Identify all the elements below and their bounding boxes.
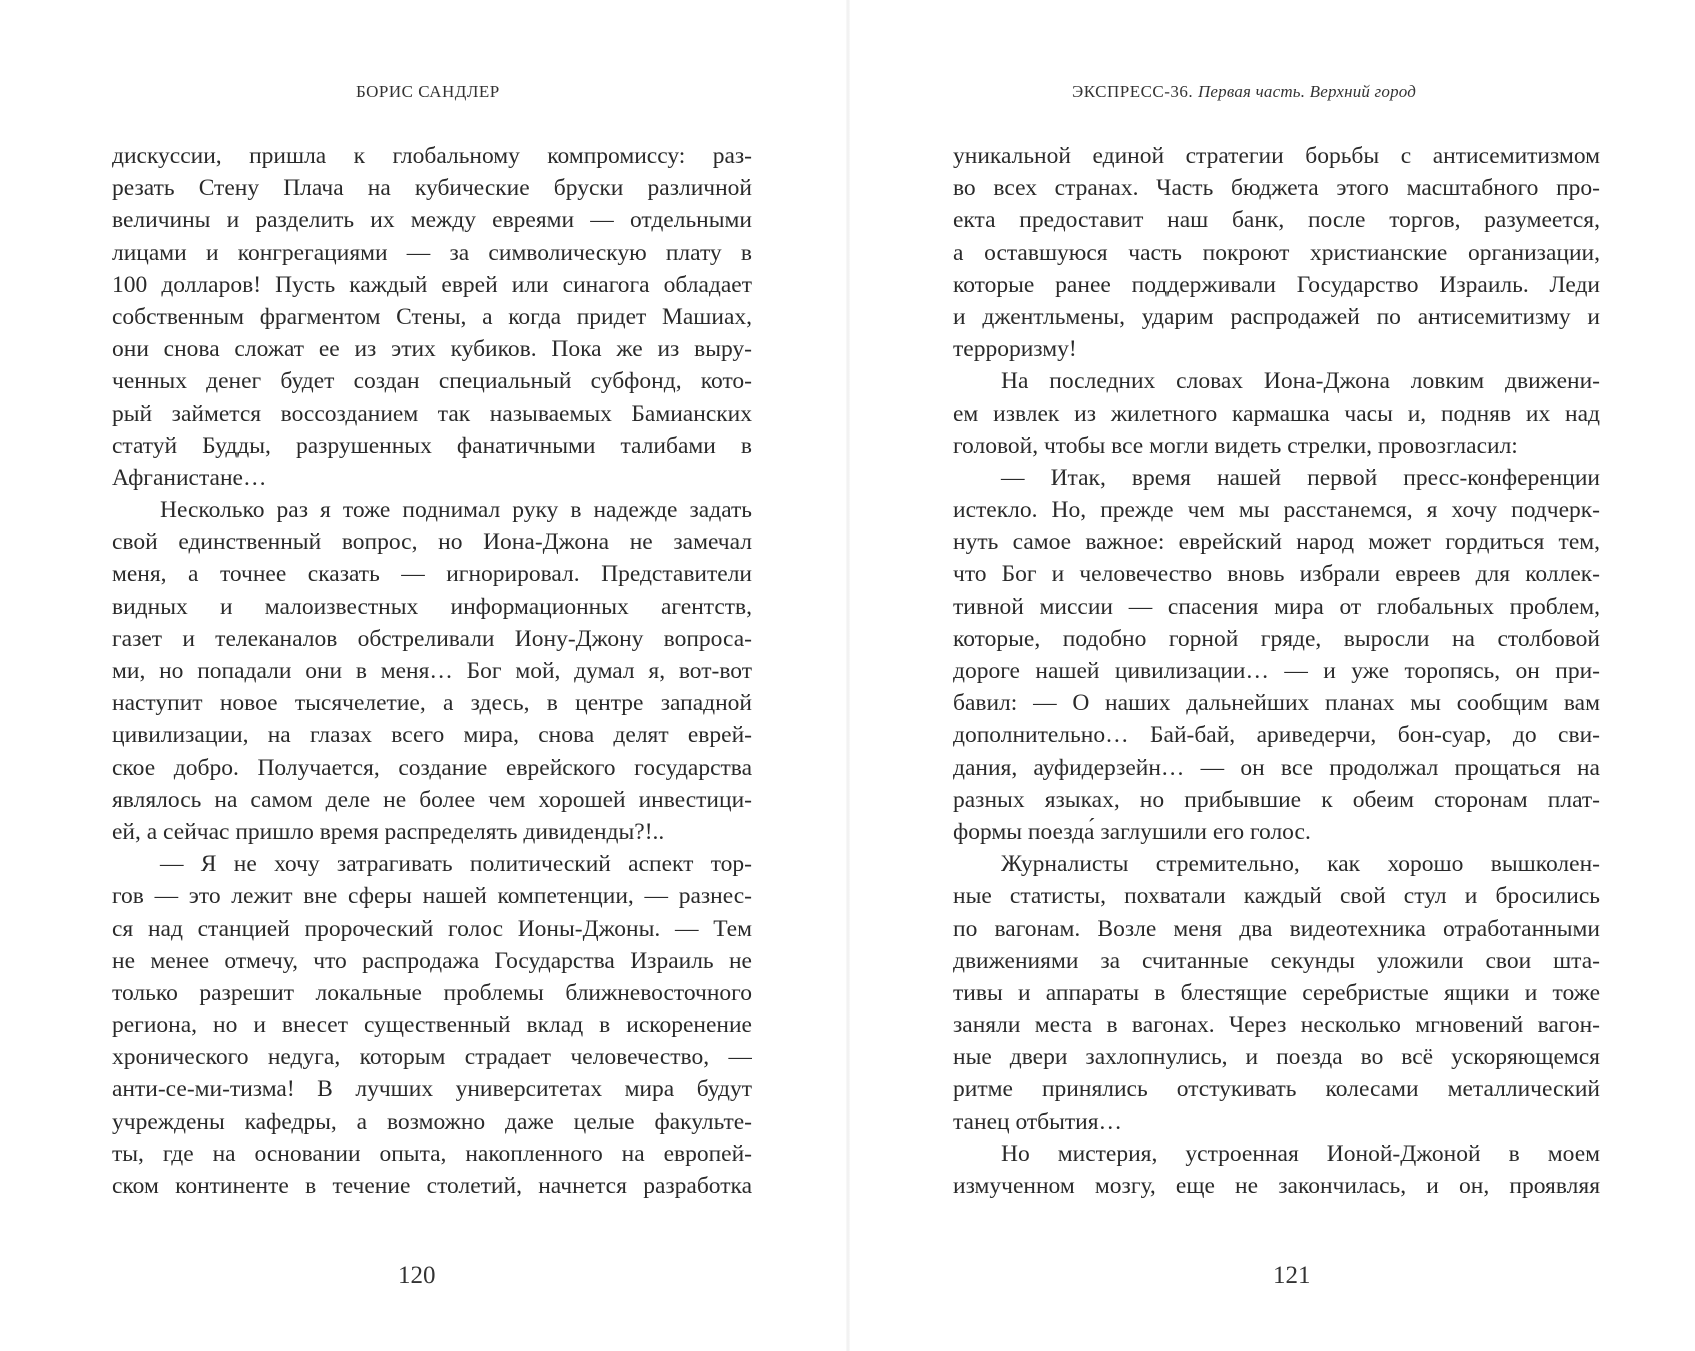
running-head-section: Первая часть. Верхний город	[1197, 82, 1417, 101]
text-line: тивы и аппараты в блестящие серебристые ящики и тоже	[953, 979, 1600, 1006]
text-line: екта предоставит наш банк, после торгов, разумеется,	[953, 207, 1600, 234]
text-line: Афганистане…	[112, 464, 267, 491]
text-line: ритме принялись отстукивать колесами металлический	[953, 1076, 1600, 1103]
text-line: региона, но и внесет существенный вклад в искоренение	[112, 1012, 752, 1039]
text-line: нуть самое важное: еврейский народ может гордиться тем,	[953, 529, 1600, 556]
text-line: ченных денег будет создан специальный субфонд, кото-	[112, 368, 752, 395]
text-line: только разрешит локальные проблемы ближневосточного	[112, 979, 752, 1006]
text-line: формы поезда́ заглушили его голос.	[953, 818, 1311, 845]
right-page	[848, 0, 1695, 1351]
text-line: ся над станцией пророческий голос Ионы-Джоны. — Тем	[112, 915, 752, 942]
running-head-left: БОРИС САНДЛЕР	[356, 82, 500, 101]
text-line: свой единственный вопрос, но Иона-Джона не замечал	[112, 529, 752, 556]
text-line: измученном мозгу, еще не закончилась, и он, проявляя	[953, 1173, 1600, 1199]
text-line: анти-се-ми-тизма! В лучших университетах мира будут	[112, 1076, 752, 1103]
text-line: дания, ауфидерзейн… — он все продолжал прощаться на	[953, 754, 1600, 781]
text-line: величины и разделить их между евреями — отдельными	[112, 207, 752, 234]
left-page-body	[112, 140, 752, 1202]
text-line: разных языках, но прибывшие к обеим сторонам плат-	[953, 786, 1600, 813]
text-line: терроризму!	[953, 336, 1077, 363]
text-line: ные статисты, похватали каждый свой стул и бросились	[953, 883, 1600, 910]
text-line: являлось на самом деле не более чем хорошей инвестици-	[112, 786, 752, 813]
text-line: дополнительно… Бай-бай, ариведерчи, бон-суар, до сви-	[953, 722, 1600, 749]
text-line: истекло. Но, прежде чем мы расстанемся, я хочу подчерк-	[953, 497, 1600, 524]
text-line: учреждены кафедры, а возможно даже целые факульте-	[112, 1108, 752, 1135]
text-line: ском континенте в течение столетий, начнется разработка	[112, 1173, 752, 1199]
text-line: тивной миссии — спасения мира от глобальных проблем,	[953, 593, 1600, 620]
text-line: ные двери захлопнулись, и поезда во всё ускоряющемся	[953, 1044, 1600, 1071]
text-line: 100 долларов! Пусть каждый еврей или синагога обладает	[112, 271, 752, 298]
text-line: и джентльмены, ударим распродажей по антисемитизму и	[953, 303, 1600, 330]
text-line: Несколько раз я тоже поднимал руку в надежде задать	[160, 497, 752, 524]
page-number-left: 120	[398, 1262, 436, 1289]
text-line: дискуссии, пришла к глобальному компромиссу: раз-	[112, 143, 752, 169]
text-line: по вагонам. Возле меня два видеотехника отработанными	[953, 915, 1600, 942]
text-line: бавил: — О наших дальнейших планах мы сообщим вам	[953, 690, 1600, 717]
text-line: Но мистерия, устроенная Ионой-Джоной в моем	[1001, 1140, 1600, 1167]
text-line: уникальной единой стратегии борьбы с антисемитизмом	[953, 143, 1600, 169]
text-line: гов — это лежит вне сферы нашей компетенции, — разнес-	[112, 883, 752, 910]
text-line: ми, но попадали они в меня… Бог мой, думал я, вот-вот	[112, 658, 752, 684]
running-head-title: ЭКСПРЕСС-36.	[1072, 82, 1198, 101]
text-line: заняли места в вагонах. Через несколько мгновений вагон-	[953, 1012, 1600, 1039]
page-number-right: 121	[1273, 1262, 1311, 1289]
text-line: во всех странах. Часть бюджета этого масштабного про-	[953, 175, 1600, 202]
text-line: — Я не хочу затрагивать политический аспект тор-	[160, 851, 752, 878]
text-line: лицами и конгрегациями — за символическую плату в	[112, 239, 752, 266]
text-line: газет и телеканалов обстреливали Иону-Джону вопроса-	[112, 625, 752, 652]
text-line: головой, чтобы все могли видеть стрелки, провозгласил:	[953, 432, 1518, 459]
text-line: собственным фрагментом Стены, а когда придет Машиах,	[112, 303, 752, 330]
text-line: цивилизации, на глазах всего мира, снова делят еврей-	[112, 722, 752, 749]
text-line: рый займется воссозданием так называемых Бамианских	[112, 400, 752, 427]
text-line: а оставшуюся часть покроют христианские организации,	[953, 239, 1600, 266]
text-line: статуй Будды, разрушенных фанатичными талибами в	[112, 432, 752, 459]
text-line: не менее отмечу, что распродажа Государства Израиль не	[112, 947, 752, 974]
text-line: ское добро. Получается, создание еврейского государства	[112, 754, 752, 781]
text-line: хронического недуга, которым страдает человечество, —	[112, 1044, 752, 1071]
text-line: ты, где на основании опыта, накопленного на европей-	[112, 1140, 752, 1167]
text-line: которые ранее поддерживали Государство Израиль. Леди	[953, 271, 1600, 298]
text-line: наступит новое тысячелетие, а здесь, в центре западной	[112, 690, 752, 717]
right-page-body	[953, 140, 1600, 1202]
text-line: они снова сложат ее из этих кубиков. Пока же из выру-	[112, 336, 752, 363]
text-line: Журналисты стремительно, как хорошо вышколен-	[1001, 851, 1600, 878]
text-line: танец отбытия…	[953, 1108, 1123, 1135]
text-line: На последних словах Иона-Джона ловким движени-	[1001, 368, 1600, 395]
text-line: меня, а точнее сказать — игнорировал. Представители	[112, 561, 752, 588]
running-head-right	[1072, 82, 1416, 102]
text-line: видных и малоизвестных информационных агентств,	[112, 593, 752, 620]
text-line: — Итак, время нашей первой пресс-конференции	[1001, 464, 1600, 491]
text-line: движениями за считанные секунды уложили свои шта-	[953, 947, 1600, 974]
text-line: которые, подобно горной гряде, выросли на столбовой	[953, 625, 1600, 652]
text-line: что Бог и человечество вновь избрали евреев для коллек-	[953, 561, 1600, 588]
text-line: ей, а сейчас пришло время распределять дивиденды?!..	[112, 818, 665, 845]
text-line: дороге нашей цивилизации… — и уже торопясь, он при-	[953, 658, 1600, 684]
text-line: резать Стену Плача на кубические бруски различной	[112, 175, 752, 202]
text-line: ем извлек из жилетного кармашка часы и, подняв их над	[953, 400, 1600, 427]
